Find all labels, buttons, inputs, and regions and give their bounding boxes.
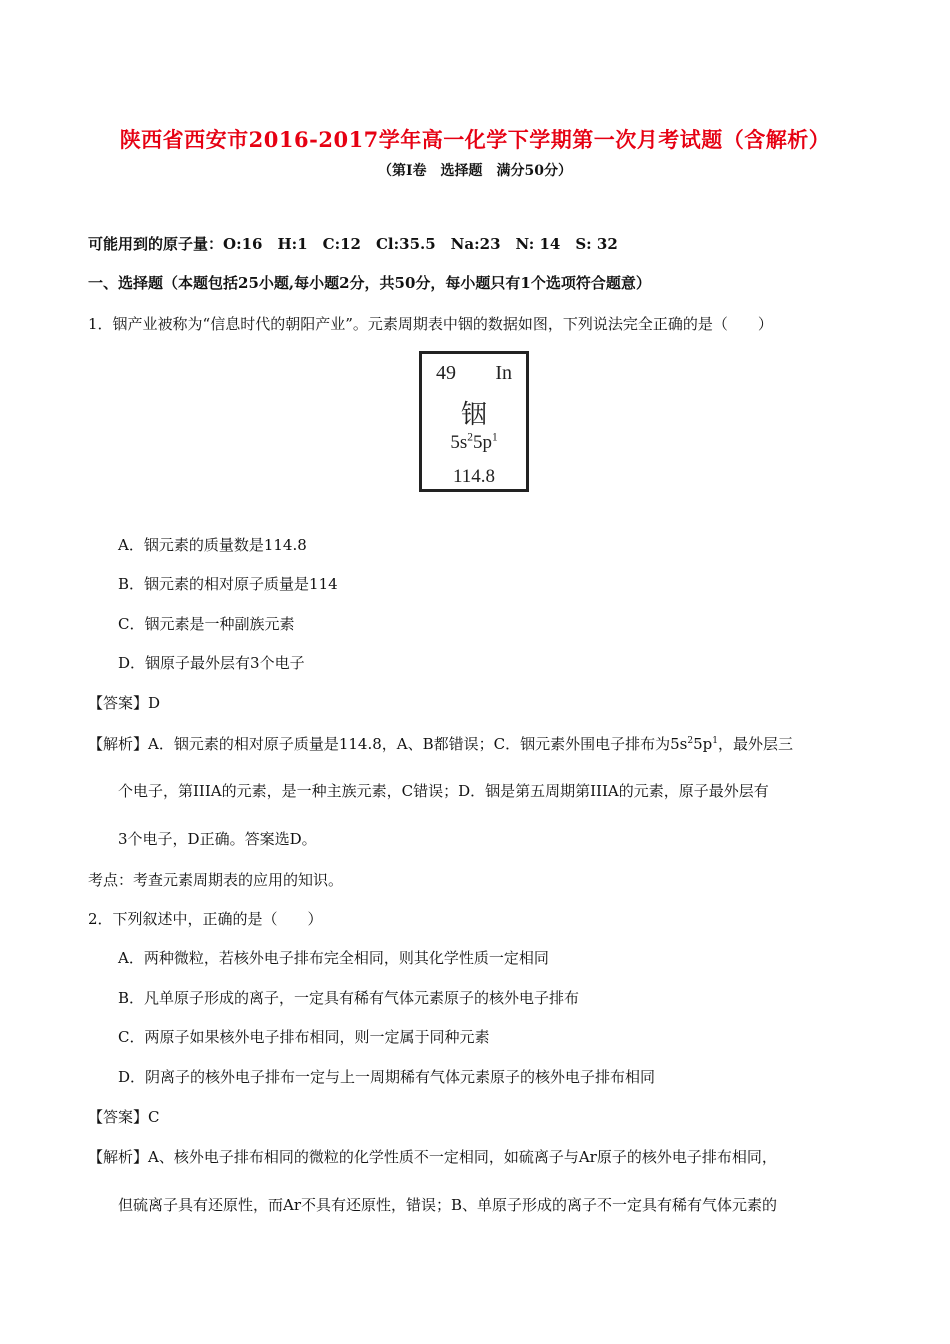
config-part-1: 5s	[450, 432, 468, 453]
document-title: 陕西省西安市2016-2017学年高一化学下学期第一次月考试题（含解析）	[119, 127, 831, 152]
q1-option-d: D．铟原子最外层有3个电子	[118, 654, 305, 672]
answer-value: D	[148, 694, 161, 712]
document-subtitle: （第Ⅰ卷 选择题 满分50分）	[377, 163, 573, 179]
q1-analysis-line-2: 个电子，第IIIA的元素，是一种主族元素，C错误；D．铟是第五周期第IIIA的元素，原子最外层有	[118, 782, 769, 800]
q1-option-a: A．铟元素的质量数是114.8	[118, 536, 307, 554]
q2-option-a: A．两种微粒，若核外电子排布完全相同，则其化学性质一定相同	[118, 949, 549, 967]
answer-value: C	[148, 1108, 160, 1126]
element-symbol: In	[495, 362, 512, 384]
question-2-stem: 2．下列叙述中，正确的是（ ）	[88, 910, 323, 928]
analysis-text-b: 5p	[693, 735, 713, 753]
analysis-text-a: A．铟元素的相对原子质量是114.8，A、B都错误；C．铟元素外围电子排布为5s	[148, 735, 688, 753]
q1-answer	[88, 692, 160, 713]
q1-analysis-line-1	[88, 733, 793, 754]
q2-answer	[88, 1106, 160, 1127]
atomic-masses: 可能用到的原子量：O:16 H:1 C:12 Cl:35.5 Na:23 N: 14 S: 32	[88, 235, 618, 253]
element-atomic-mass: 114.8	[452, 466, 496, 487]
answer-label: 【答案】	[88, 1108, 149, 1126]
analysis-sup-1: 2	[687, 736, 694, 746]
q2-option-d: D．阴离子的核外电子排布一定与上一周期稀有气体元素原子的核外电子排布相同	[118, 1068, 656, 1086]
analysis-text: A、核外电子排布相同的微粒的化学性质不一定相同，如硫离子与Ar原子的核外电子排布相同，	[148, 1148, 777, 1166]
analysis-label: 【解析】	[88, 1148, 149, 1166]
q2-option-c: C．两原子如果核外电子排布相同，则一定属于同种元素	[118, 1028, 490, 1046]
analysis-label: 【解析】	[88, 735, 149, 753]
q1-option-b: B．铟元素的相对原子质量是114	[118, 575, 338, 593]
config-exp-2: 1	[491, 431, 498, 444]
q1-kaodian: 考点：考查元素周期表的应用的知识。	[88, 871, 344, 889]
element-card-indium	[419, 351, 529, 492]
element-name: 铟	[460, 400, 487, 430]
section-heading: 一、选择题（本题包括25小题,每小题2分，共50分，每小题只有1个选项符合题意）	[88, 274, 651, 292]
answer-label: 【答案】	[88, 694, 149, 712]
q1-option-c: C．铟元素是一种副族元素	[118, 615, 295, 633]
analysis-text-c: ，最外层三	[718, 735, 794, 753]
q2-option-b: B．凡单原子形成的离子，一定具有稀有气体元素原子的核外电子排布	[118, 989, 580, 1007]
config-exp-1: 2	[467, 431, 473, 444]
q1-analysis-line-3: 3个电子，D正确。答案选D。	[118, 830, 317, 848]
q2-analysis-line-2: 但硫离子具有还原性，而Ar不具有还原性，错误；B、单原子形成的离子不一定具有稀有气体元素的	[118, 1196, 778, 1214]
q2-analysis-line-1	[88, 1146, 777, 1167]
element-electron-config	[422, 432, 526, 454]
element-atomic-number: 49	[436, 362, 456, 384]
question-1-stem: 1．铟产业被称为“信息时代的朝阳产业”。元素周期表中铟的数据如图，下列说法完全正确的是（ ）	[88, 315, 773, 333]
config-part-2: 5p	[472, 432, 492, 453]
analysis-sup-2: 1	[712, 736, 718, 746]
